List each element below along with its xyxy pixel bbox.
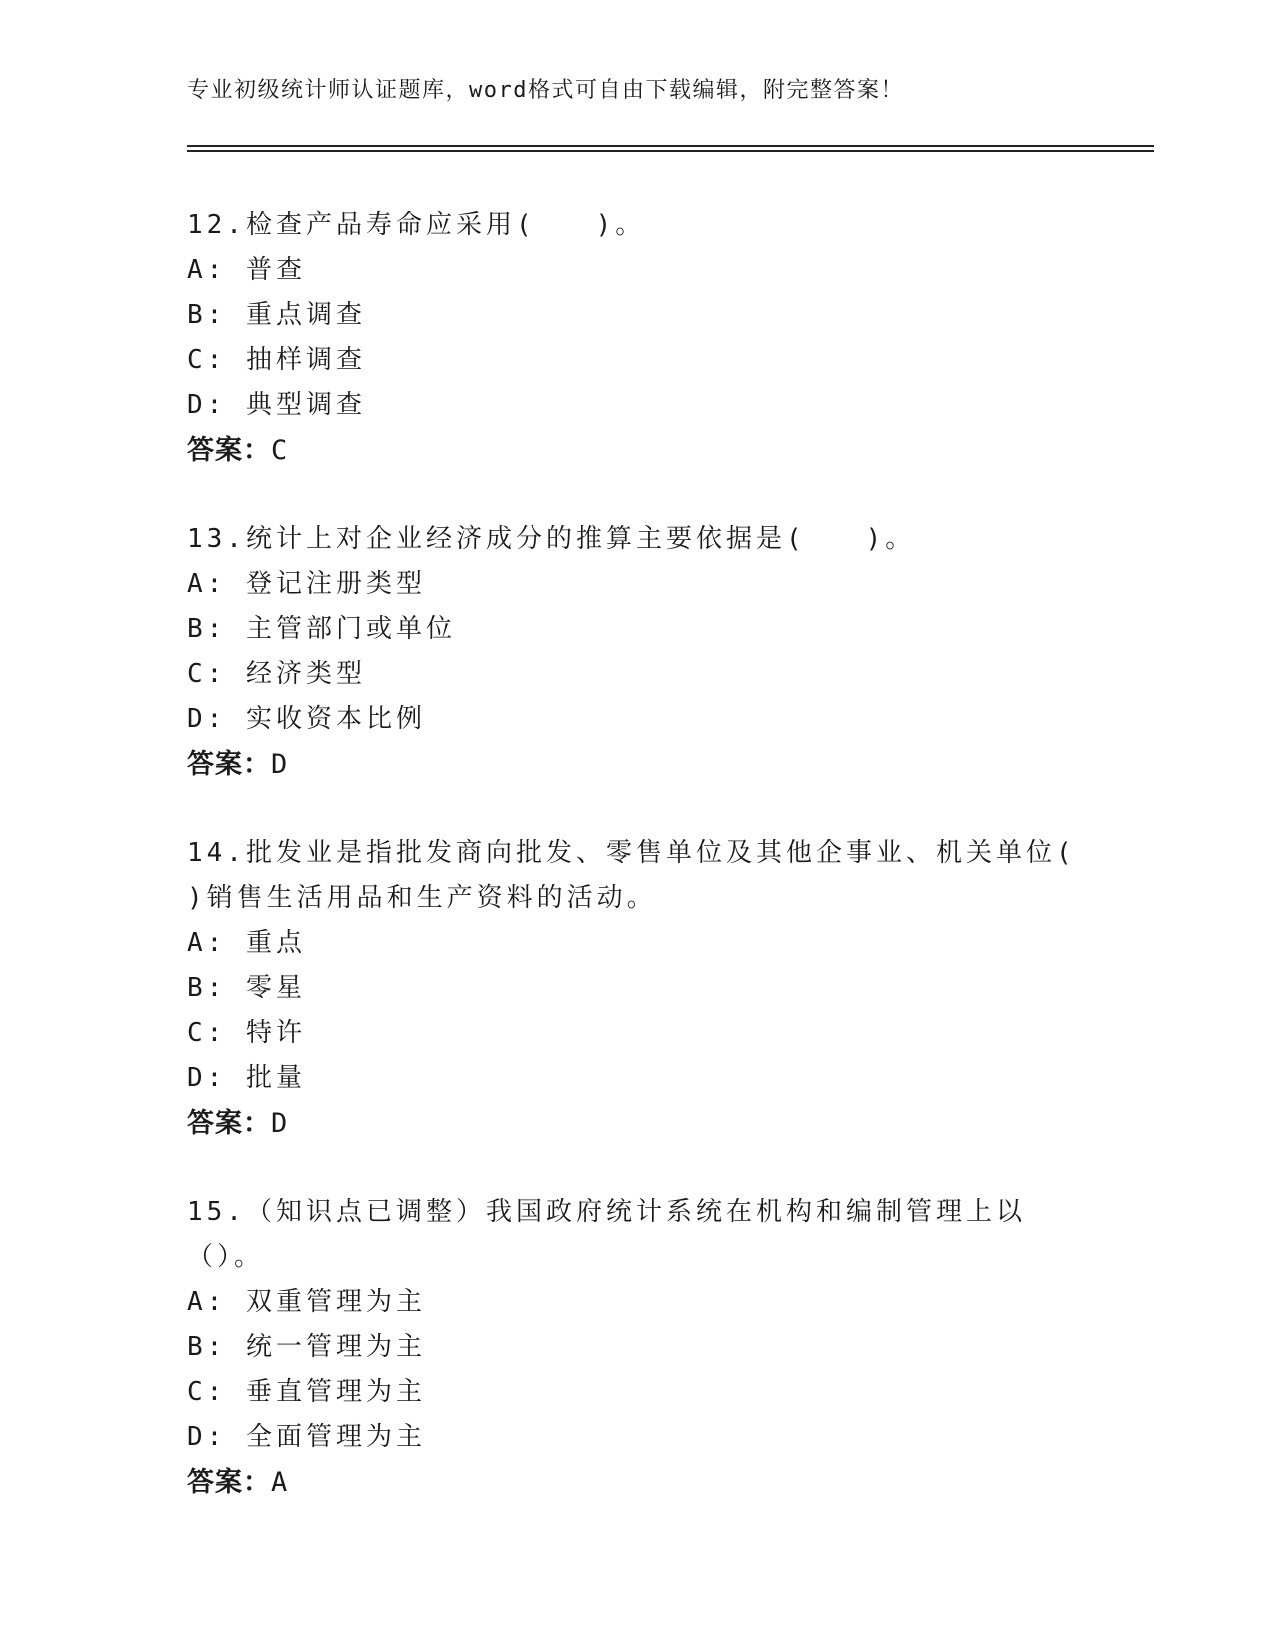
answer-value: A [271, 1467, 289, 1498]
option-b: B: 统一管理为主 [187, 1332, 426, 1362]
page-header: 专业初级统计师认证题库，word格式可自由下载编辑，附完整答案！ [187, 78, 904, 103]
option-d: D: 全面管理为主 [187, 1422, 426, 1452]
question-13 [187, 517, 1087, 787]
answer-line [187, 742, 1087, 787]
option-a: A: 登记注册类型 [187, 569, 426, 599]
option-d: D: 典型调查 [187, 390, 366, 420]
answer-label: 答案： [187, 1108, 271, 1139]
answer-line [187, 1101, 1087, 1146]
question-stem-line-1: 14.批发业是指批发商向批发、零售单位及其他企事业、机关单位( [187, 838, 1076, 868]
answer-label: 答案： [187, 749, 271, 780]
option-c: C: 抽样调查 [187, 345, 366, 375]
option-c: C: 特许 [187, 1018, 306, 1048]
option-c: C: 经济类型 [187, 659, 366, 689]
question-list [187, 203, 1087, 1549]
option-c: C: 垂直管理为主 [187, 1377, 426, 1407]
question-15 [187, 1190, 1087, 1505]
question-stem: 12.检查产品寿命应采用( )。 [187, 210, 646, 240]
answer-line [187, 1460, 1087, 1505]
answer-value: D [271, 749, 289, 780]
question-14 [187, 831, 1087, 1146]
option-d: D: 批量 [187, 1063, 306, 1093]
option-a: A: 重点 [187, 928, 306, 958]
header-double-rule [187, 145, 1154, 147]
answer-line [187, 428, 1087, 473]
option-b: B: 主管部门或单位 [187, 614, 456, 644]
option-a: A: 普查 [187, 255, 306, 285]
answer-label: 答案： [187, 435, 271, 466]
question-stem: 13.统计上对企业经济成分的推算主要依据是( )。 [187, 524, 916, 554]
option-d: D: 实收资本比例 [187, 704, 426, 734]
question-12 [187, 203, 1087, 473]
answer-value: C [271, 435, 289, 466]
answer-label: 答案： [187, 1467, 271, 1498]
option-b: B: 重点调查 [187, 300, 366, 330]
question-stem-line-2: )销售生活用品和生产资料的活动。 [187, 883, 657, 913]
answer-value: D [271, 1108, 289, 1139]
option-a: A: 双重管理为主 [187, 1287, 426, 1317]
question-stem: 15.（知识点已调整）我国政府统计系统在机构和编制管理上以（）。 [187, 1197, 1026, 1272]
option-b: B: 零星 [187, 973, 306, 1003]
